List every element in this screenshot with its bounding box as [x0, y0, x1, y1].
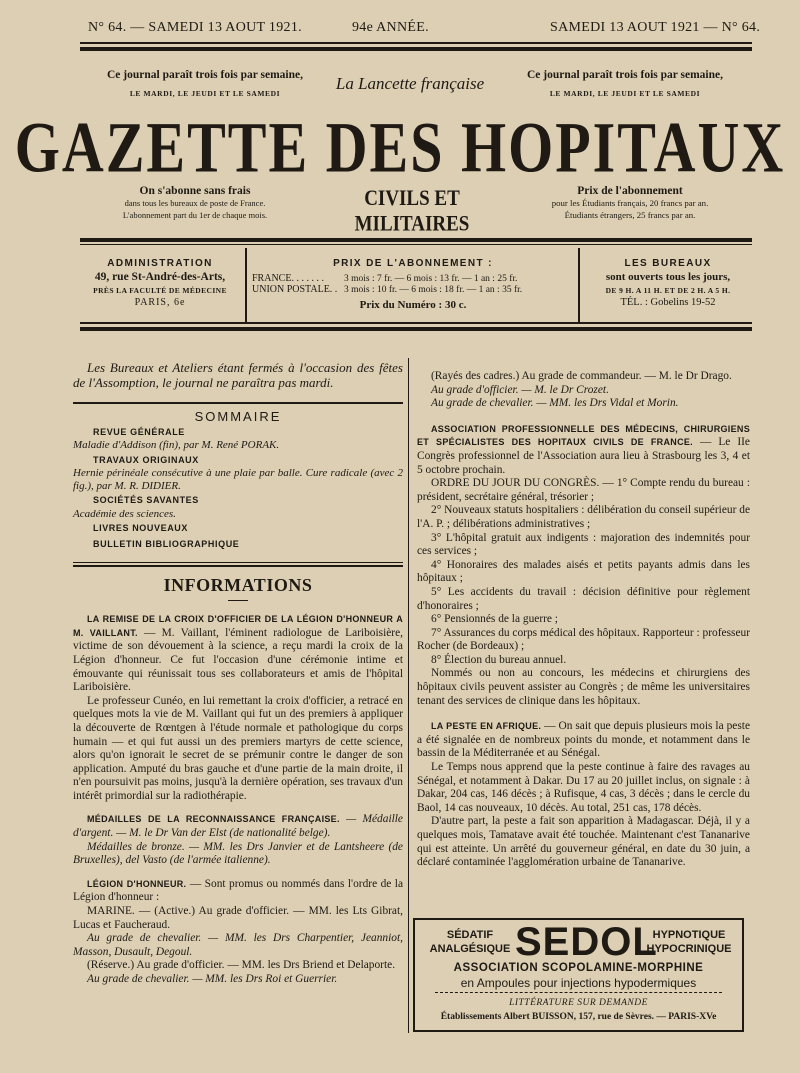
sommaire-item-bulletin: BULLETIN BIBLIOGRAPHIQUE: [93, 538, 240, 549]
sommaire-sub-revue: Maladie d'Addison (fin), par M. René PORAK.: [73, 439, 280, 452]
admin-city: PARIS, 6e: [134, 297, 186, 308]
top-rule-thick: [80, 47, 752, 51]
legion-heading: LÉGION D'HONNEUR.: [87, 878, 187, 889]
ad-brand-sedol: SEDOL: [515, 920, 658, 964]
agenda-3: 3° L'hôpital gratuit aux indigents : majoration des indemnités pour ces services ;: [417, 531, 750, 558]
medailles-argent: — Médaille d'argent. — M. le Dr Van der Elst (de nationalité belge).: [73, 813, 403, 840]
issue-date-left: N° 64. — SAMEDI 13 AOUT 1921.: [88, 20, 302, 35]
agenda-7: 7° Assurances du corps médical des hôpitaux. Rapporteur : professeur Rocher (de Bordeaux) ;: [417, 626, 750, 653]
sommaire-sub-travaux: Hernie périnéale consécutive à une plaie par balle. Cure radicale (avec 2 fig.), par M. R. DIDIER.: [73, 467, 403, 492]
ad-ampoules: en Ampoules pour injections hypodermiques: [460, 976, 697, 990]
price-france-label: FRANCE. . . . . . .: [252, 273, 324, 284]
rayes-officier: Au grade d'officier. — M. le Dr Crozet.: [431, 383, 609, 396]
reserve-chevalier: Au grade de chevalier. — MM. les Drs Roi et Guerrier.: [87, 973, 338, 985]
price-union-label: UNION POSTALE. .: [252, 284, 338, 295]
notice-rule: [73, 402, 403, 404]
price-heading: Prix de l'abonnement: [577, 185, 683, 197]
subtitle-civils: CIVILS ET MILITAIRES: [354, 186, 470, 237]
vaillant-body: — M. Vaillant, l'éminent radiologue de Lariboisière, victime de son dévouement à la science, a reçu mardi la croix de la Légion d'honneur. Ce fut l'occasion d'une cérémonie intime et émouvante qui réunissait tous ses collaborateurs et amis de l'hôpital Lariboisière.: [73, 626, 403, 694]
closure-notice: Les Bureaux et Ateliers étant fermés à l'occasion des fêtes de l'Assomption, le journal ne paraîtra pas mardi.: [73, 360, 403, 390]
association-body: — Le IIe Congrès professionnel de l'Association aura lieu à Strasbourg les 3, 4 et 5 octobre prochain.: [417, 436, 750, 476]
sommaire-sub-societes: Académie des sciences.: [73, 507, 176, 520]
price-union: 3 mois : 10 fr. — 6 mois : 18 fr. — 1 an : 35 fr.: [344, 285, 523, 295]
vaillant-heading: LA REMISE DE LA CROIX D'OFFICIER DE LA LÉGION D'HONNEUR A M. VAILLANT.: [73, 614, 403, 638]
column-divider: [408, 358, 409, 1033]
sommaire-item-societes: SOCIÉTÉS SAVANTES: [93, 495, 199, 506]
association-heading: ASSOCIATION PROFESSIONNELLE DES MÉDECINS, CHIRURGIENS ET SPÉCIALISTES DES HOPITAUX CIVILS DE FRANCE.: [417, 423, 750, 448]
right-column: [417, 370, 750, 870]
ad-hypocrinique: HYPOCRINIQUE: [646, 943, 732, 955]
days-right: LE MARDI, LE JEUDI ET LE SAMEDI: [549, 89, 701, 98]
agenda-2: 2° Nouveaux statuts hospitaliers : délibération du conseil supérieur de l'A. P. ; délibérations administratives ;: [417, 504, 750, 530]
info-dash: [228, 600, 248, 601]
price-students-foreign: Étudiants étrangers, 25 francs par an.: [564, 210, 696, 220]
subscribe-start: L'abonnement part du 1er de chaque mois.: [122, 210, 268, 220]
ordre-du-jour: ORDRE DU JOUR DU CONGRÈS. — 1° Compte rendu du bureau : président, secrétaire général, trésorier ;: [417, 477, 750, 503]
legion-body: — Sont promus ou nommés dans l'ordre de la Légion d'honneur :: [73, 877, 404, 904]
congres-attendance: Nommés ou non au concours, les médecins et chirurgiens des hôpitaux civils peuvent assister au Congrès ; de même les universitaires tenant des services de clinique dans les hôpitaux.: [417, 667, 750, 707]
masthead-title: GAZETTE DES HOPITAUX: [14, 106, 786, 188]
admin-address: 49, rue St-André-des-Arts,: [94, 271, 226, 283]
ad-analgesique: ANALGÉSIQUE: [429, 943, 511, 955]
agenda-5: 5° Les accidents du travail : décision définitive pour règlement d'honoraires ;: [417, 585, 750, 612]
medailles-bronze: Médailles de bronze. — MM. les Drs Janvier et de Lantsheere (de Bruxelles), del Vasto (de l'armée italienne).: [73, 840, 403, 867]
peste-madagascar: D'autre part, la peste a fait son apparition à Madagascar. Déjà, il y a quelques mois, Tamatave avait été touchée. Maintenant c'est Tananarive qui est atteinte. Un arrêté du gouverneur général, en date du 30 juin, a déclaré contaminée l'agglomération urbaine de Tananarive.: [417, 815, 750, 869]
reserve-officier: (Réserve.) Au grade d'officier. — MM. les Drs Briend et Delaporte.: [87, 959, 396, 972]
boxes-bottom-rule: [80, 322, 752, 324]
bureaux-open: sont ouverts tous les jours,: [605, 271, 731, 283]
ad-litterature: LITTÉRATURE SUR DEMANDE: [509, 998, 648, 1008]
marine-officier: MARINE. — (Active.) Au grade d'officier. — MM. les Lts Gibrat, Lucas et Faucheraud.: [73, 905, 403, 931]
subscribe-postoffice: dans tous les bureaux de poste de France.: [124, 198, 266, 208]
issue-year: 94e ANNÉE.: [352, 20, 429, 35]
ad-wavy-rule: [435, 992, 722, 994]
ad-hypnotique: HYPNOTIQUE: [652, 929, 726, 941]
top-rule: [80, 42, 752, 44]
medailles-heading: MÉDAILLES DE LA RECONNAISSANCE FRANÇAISE.: [87, 814, 340, 825]
price-students-fr: pour les Étudiants français, 20 francs par an.: [551, 198, 709, 208]
rayes-chevalier: Au grade de chevalier. — MM. les Drs Vidal et Morin.: [431, 397, 679, 410]
sommaire-item-revue: REVUE GÉNÉRALE: [93, 426, 185, 437]
admin-box: [80, 248, 240, 320]
ad-sedatif: SÉDATIF: [446, 929, 494, 941]
ad-association: ASSOCIATION SCOPOLAMINE-MORPHINE: [453, 962, 704, 974]
boxes-bottom-rule-thick: [80, 327, 752, 331]
admin-title: ADMINISTRATION: [107, 258, 213, 269]
agenda-8: 8° Élection du bureau annuel.: [431, 653, 567, 666]
box-divider-2: [578, 248, 580, 322]
informations-title: INFORMATIONS: [163, 574, 313, 595]
cuneo-paragraph: Le professeur Cunéo, en lui remettant la croix d'officier, a retracé en quelques mots la vie de M. Vaillant qui fut un des premiers à appliquer la découverte de Rœntgen à l'étude normale et pathologique du corps humain — et qui fut aussi un des premiers martyrs de cette science, alors qu'on ignorait le secret de se prémunir contre le danger de son application. Amputé du bras gauche et d'une partie de la main droite, il n'en poursuivit pas moins, jusqu'à la dernière opération, ses travaux d'un intérêt primordial sur la radiothérapie.: [73, 694, 403, 802]
price-title: PRIX DE L'ABONNEMENT :: [333, 258, 493, 269]
sedol-advertisement: [413, 918, 744, 1032]
agenda-6: 6° Pensionnés de la guerre ;: [431, 613, 558, 626]
sommaire-title: SOMMAIRE: [194, 409, 282, 424]
frequency-left: Ce journal paraît trois fois par semaine,: [106, 69, 304, 81]
bureaux-phone: TÉL. : Gobelins 19-52: [620, 297, 716, 308]
price-france: 3 mois : 7 fr. — 6 mois : 13 fr. — 1 an : 25 fr.: [344, 274, 518, 284]
peste-senegal: Le Temps nous apprend que la peste continue à faire des ravages au Sénégal, et notamment à Dakar. Du 17 au 20 juillet inclus, on signale : à Dakar, 204 cas, 146 décès ; à Rufisque, 4 cas, 3 décès ; dans le cercle du Baol, 14 cas nouveaux, 10 décès. Au total, 251 cas, 178 décès.: [417, 761, 750, 814]
price-box: [252, 248, 574, 320]
peste-heading: LA PESTE EN AFRIQUE.: [431, 721, 542, 732]
subtitle-lancette: La Lancette française: [335, 74, 485, 93]
price-number: Prix du Numéro : 30 c.: [359, 299, 467, 311]
days-left: LE MARDI, LE JEUDI ET LE SAMEDI: [129, 89, 281, 98]
sommaire-item-livres: LIVRES NOUVEAUX: [93, 523, 189, 534]
sommaire-rule: [73, 562, 403, 563]
bureaux-box: [584, 248, 752, 320]
marine-chevalier: Au grade de chevalier. — MM. les Drs Charpentier, Jeanniot, Masson, Dusault, Degoul.: [73, 932, 403, 958]
rayes-commandeur: (Rayés des cadres.) Au grade de commandeur. — M. le Dr Drago.: [431, 370, 732, 382]
frequency-right: Ce journal paraît trois fois par semaine,: [526, 69, 724, 81]
subscribe-free: On s'abonne sans frais: [139, 185, 251, 197]
box-divider-1: [245, 248, 247, 322]
left-column: [73, 360, 403, 987]
ad-address: Établissements Albert BUISSON, 157, rue de Sèvres. — PARIS-XVe: [440, 1012, 717, 1022]
peste-body: — On sait que depuis plusieurs mois la peste a été signalée en de nombreux points du monde, et notamment dans le bassin de la Méditerranée et au Sénégal.: [417, 720, 750, 760]
sommaire-rule-thick: [73, 565, 403, 567]
admin-near: PRÈS LA FACULTÉ DE MÉDECINE: [93, 286, 227, 295]
header-rule: [80, 238, 752, 242]
header-rule-thin: [80, 244, 752, 245]
issue-date-right: SAMEDI 13 AOUT 1921 — N° 64.: [550, 20, 761, 35]
sommaire-item-travaux: TRAVAUX ORIGINAUX: [93, 454, 199, 465]
agenda-4: 4° Honoraires des malades aisés et petits payants admis dans les hôpitaux ;: [417, 558, 750, 585]
bureaux-hours: DE 9 H. A 11 H. ET DE 2 H. A 5 H.: [605, 286, 731, 295]
bureaux-title: LES BUREAUX: [624, 258, 712, 269]
